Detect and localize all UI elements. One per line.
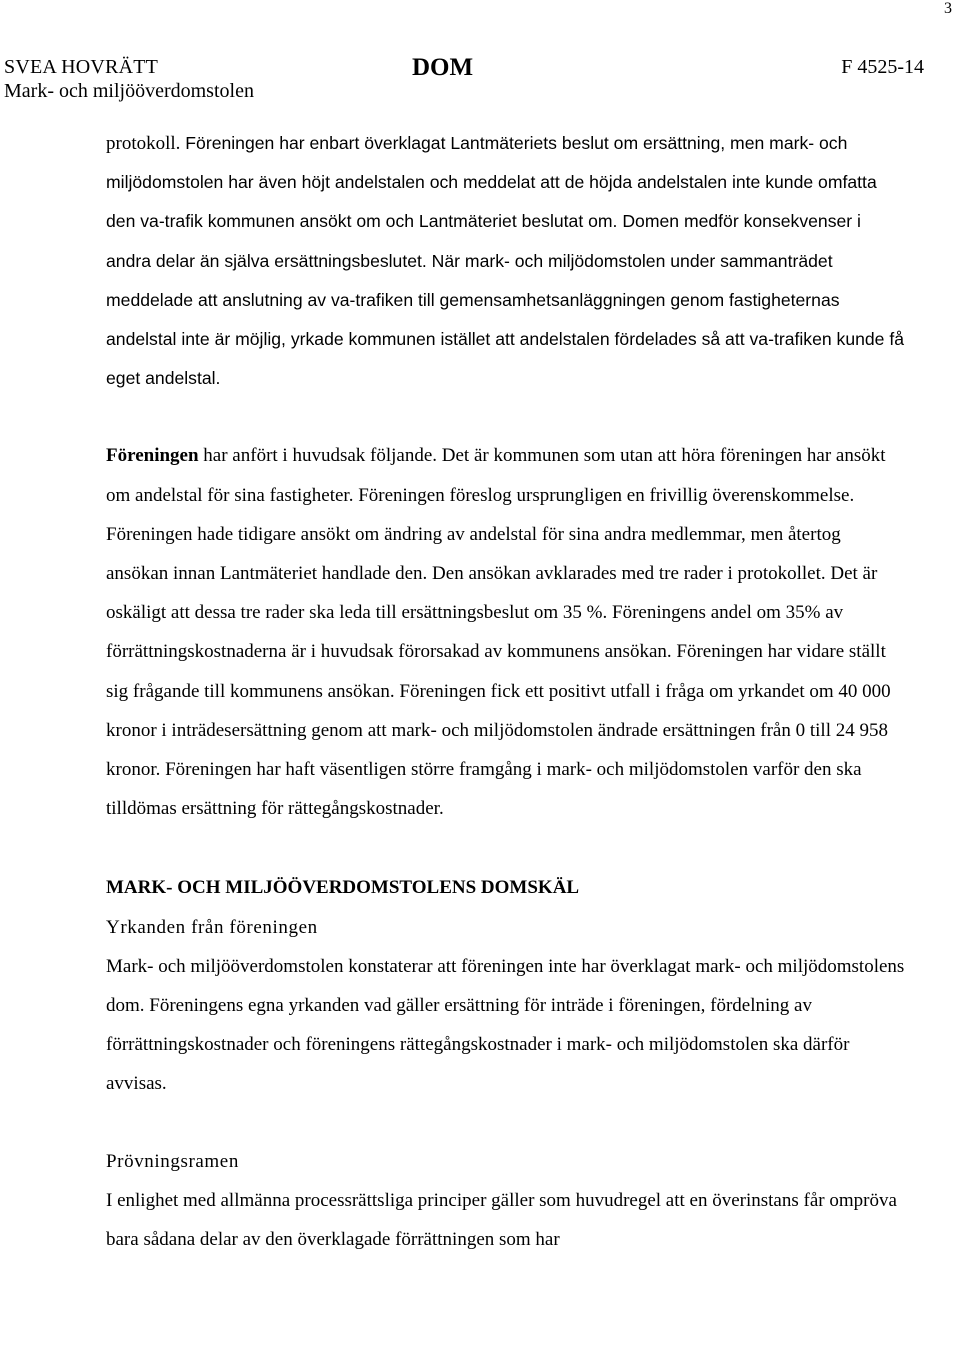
page-number: 3 bbox=[944, 0, 952, 17]
paragraph-2 bbox=[106, 436, 906, 828]
subsection-1-text: Mark- och miljööverdomstolen konstaterar att föreningen inte har överklagat mark- och miljödomstolens dom. Föreningens egna yrkanden vad gäller ersättning för inträde i föreningen, fördelning av förrättningskostnader och föreningens rättegångskostnader i mark- och miljödomstolen ska därför avvisas. bbox=[106, 955, 905, 1095]
paragraph-2-text: har anfört i huvudsak följande. Det är kommunen som utan att höra föreningen har ansökt om andelstal för sina fastigheter. Föreningen föreslog ursprungligen en frivillig överenskommelse. Föreningen hade tidigare ansökt om ändring av andelstal för sina andra medlemmar, men återtog ansökan innan Lantmäteriet handlade den. Den ansökan avklarades med tre rader i protokollet. Det är oskäligt att dessa tre rader ska leda till ersättningsbeslut om 35 %. Föreningens andel om 35% av förrättningskostnaderna är i huvudsak förorsakad av kommunens ansökan. Föreningen har vidare ställt sig frågande till kommunens ansökan. Föreningen fick ett positivt utfall i fråga om yrkandet om 40 000 kronor i inträdesersättning genom att mark- och miljödomstolen ändrade ersättningen från 0 till 24 958 kronor. Föreningen har haft väsentligen större framgång i mark- och miljödomstolen varför den ska tilldömas ersättning för rättegångskostnader. bbox=[106, 445, 891, 820]
subsection-2-text: I enlighet med allmänna processrättsliga principer gäller som huvudregel att en överinstans får ompröva bara sådana delar av den överklagade förrättningen som har bbox=[106, 1189, 897, 1251]
section-heading: MARK- OCH MILJÖÖVERDOMSTOLENS DOMSKÄL bbox=[106, 877, 580, 899]
paragraph-1-lead: protokoll. bbox=[106, 133, 181, 154]
paragraph-2-lead: Föreningen bbox=[106, 445, 199, 467]
paragraph-1 bbox=[106, 124, 906, 398]
document-body bbox=[106, 124, 906, 1259]
subsection-1-heading: Yrkanden från föreningen bbox=[106, 916, 318, 938]
court-name: SVEA HOVRÄTT bbox=[4, 56, 159, 78]
subsection-2-heading: Prövningsramen bbox=[106, 1150, 239, 1172]
document-header bbox=[4, 56, 924, 106]
court-division: Mark- och miljööverdomstolen bbox=[4, 80, 254, 102]
document-type: DOM bbox=[412, 54, 474, 81]
paragraph-1-text: Föreningen har enbart överklagat Lantmäteriets beslut om ersättning, men mark- och miljödomstolen har även höjt andelstalen och meddelat att de höjda andelstalen inte kunde omfatta den va-trafik kommunen ansökt om och Lantmäteriet beslutat om. Domen medför konsekvenser i andra delar än själva ersättningsbeslutet. När mark- och miljödomstolen under sammanträdet meddelade att anslutning av va-trafiken till gemensamhetsanläggningen genom fastigheternas andelstal inte är möjlig, yrkade kommunen istället att andelstalen fördelades så att va-trafiken kunde få eget andelstal. bbox=[106, 133, 905, 389]
case-number: F 4525-14 bbox=[841, 56, 924, 78]
